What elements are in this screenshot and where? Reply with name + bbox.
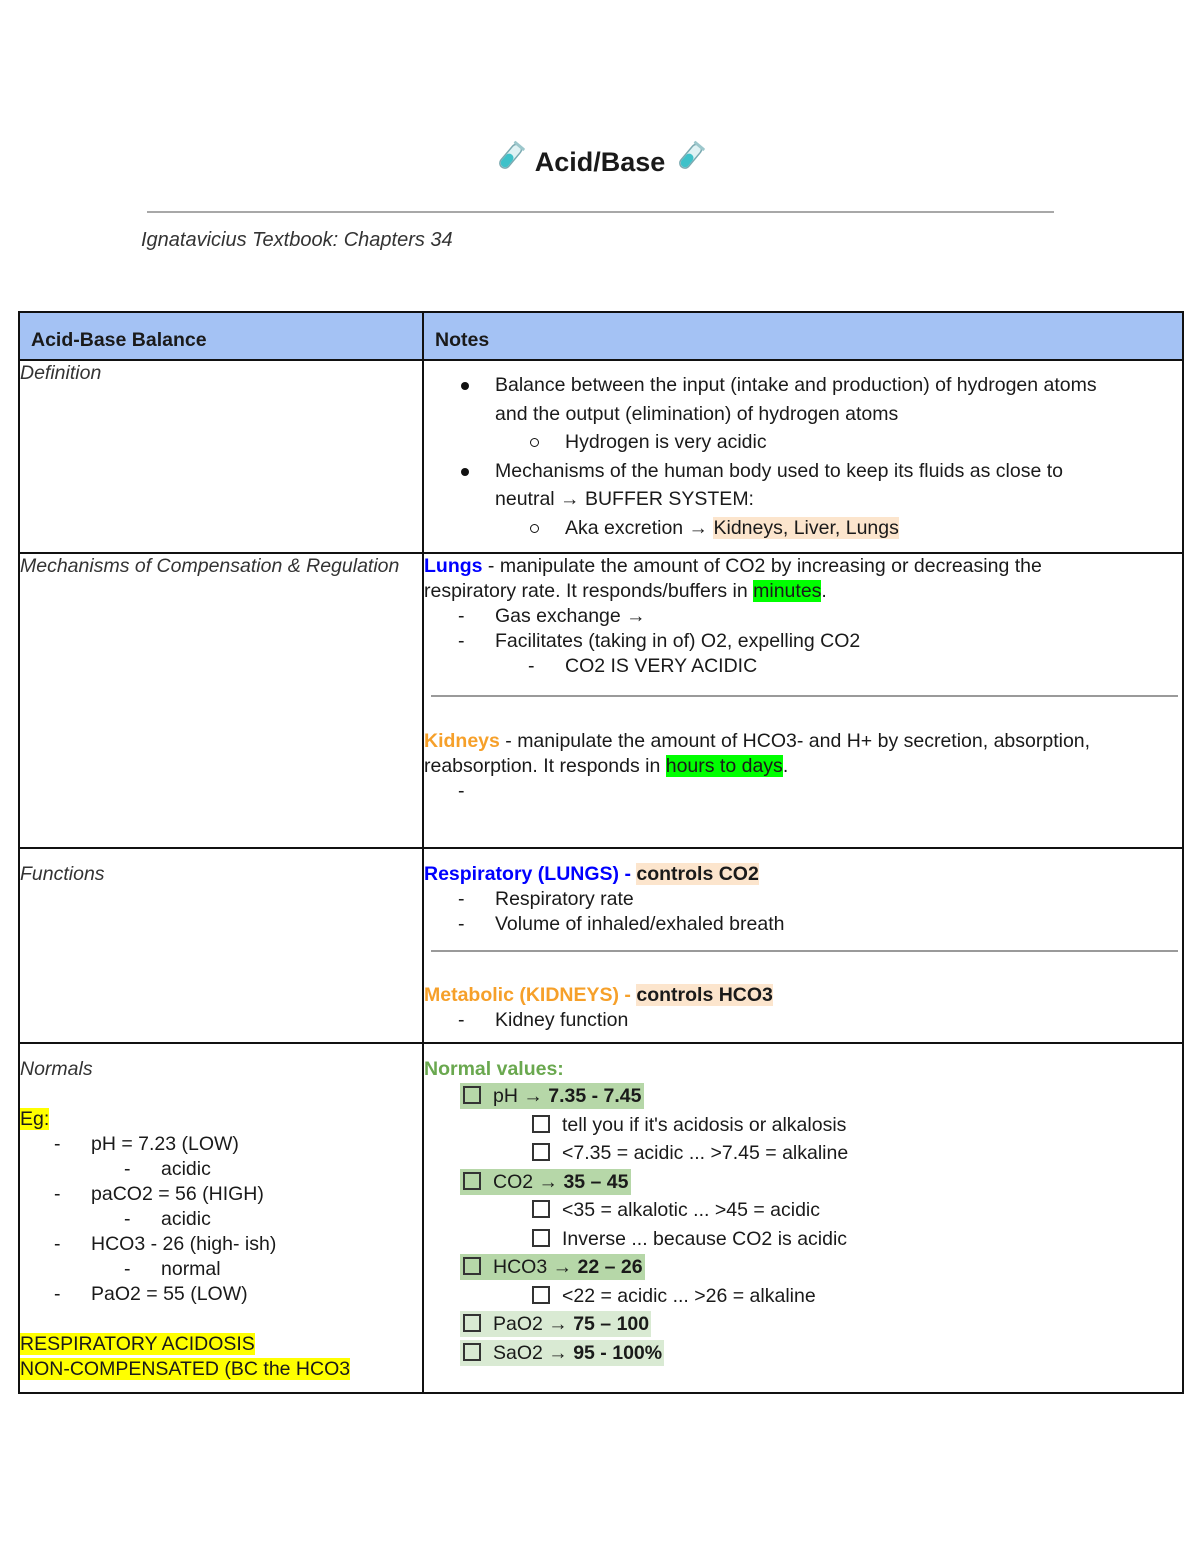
header-cell: Notes [423, 312, 1183, 360]
cell-divider [431, 695, 1178, 697]
sub-list-item: Aka excretion → Kidneys, Liver, Lungs [424, 514, 1182, 543]
header-cell: Acid-Base Balance [19, 312, 423, 360]
checklist-item-co2[interactable]: CO2 → 35 – 45 [424, 1168, 1182, 1197]
sub-list-item: - normal [124, 1258, 221, 1280]
row-notes: Lungs - manipulate the amount of CO2 by increasing or decreasing the respiratory rate. It responds/buffers in minutes. - Gas exchange → - Facilitates (taking in of) O2, expelling CO2 - CO2 IS VERY ACIDIC Kidneys - manipulate the amount of HCO3- and H+ by secretion, absorption, reabsorption. It responds in hours to days. - [423, 553, 1183, 848]
checkbox-icon[interactable] [532, 1286, 550, 1304]
list-item: - Respiratory rate [458, 888, 634, 910]
row-label: Normals [20, 1058, 93, 1080]
checklist-subitem[interactable]: <35 = alkalotic ... >45 = acidic [424, 1196, 1182, 1225]
list-item: - Facilitates (taking in of) O2, expelling CO2 [458, 630, 861, 652]
row-label-cell [19, 1043, 423, 1393]
checkbox-icon[interactable] [463, 1257, 481, 1275]
normal-values-title: Normal values: [424, 1058, 564, 1080]
row-label: Mechanisms of Compensation & Regulation [19, 553, 423, 848]
respiratory-heading: Respiratory (LUNGS) - controls CO2 [424, 863, 759, 885]
cell-divider [431, 950, 1178, 952]
list-item: - pH = 7.23 (LOW) [54, 1133, 239, 1155]
kidneys-paragraph: Kidneys - manipulate the amount of HCO3- and H+ by secretion, absorption, [424, 730, 1091, 752]
row-notes [423, 848, 1183, 1043]
test-tube-icon [673, 140, 707, 187]
sub-list-item: - acidic [124, 1158, 211, 1180]
row-notes [423, 1043, 1183, 1393]
checkbox-icon[interactable] [532, 1115, 550, 1133]
title-divider [147, 211, 1054, 213]
acid-base-table [18, 311, 1184, 1394]
lungs-paragraph-cont: respiratory rate. It responds/buffers in minutes. [424, 580, 827, 602]
title-text: Acid/Base [534, 147, 666, 177]
list-item: - paCO2 = 56 (HIGH) [54, 1183, 264, 1205]
example-block [20, 1107, 422, 1382]
row-label: Functions [19, 848, 423, 1043]
list-item-cont: neutral → BUFFER SYSTEM: [495, 488, 754, 510]
list-item: - HCO3 - 26 (high- ish) [54, 1233, 277, 1255]
checklist-subitem[interactable]: <7.35 = acidic ... >7.45 = alkaline [424, 1139, 1182, 1168]
eg-label: Eg: [20, 1108, 50, 1130]
checklist-subitem[interactable]: tell you if it's acidosis or alkalosis [424, 1111, 1182, 1140]
list-item: Balance between the input (intake and production) of hydrogen atoms [424, 371, 1182, 400]
list-item: Mechanisms of the human body used to keep its fluids as close to [424, 457, 1182, 486]
kidneys-paragraph-cont: reabsorption. It responds in hours to days. [424, 755, 789, 777]
table-row [19, 360, 1183, 553]
table-row [19, 848, 1183, 1043]
table-row [19, 1043, 1183, 1393]
metabolic-heading: Metabolic (KIDNEYS) - controls HCO3 [424, 984, 773, 1006]
checklist-item-hco3[interactable]: HCO3 → 22 – 26 [424, 1253, 1182, 1282]
row-label: Definition [19, 360, 423, 553]
table-header-row [19, 312, 1183, 360]
checklist-item-pao2[interactable]: PaO2 → 75 – 100 [424, 1310, 1182, 1339]
sub-list-item: Hydrogen is very acidic [424, 428, 1182, 457]
page-title [0, 140, 1200, 187]
lungs-paragraph: Lungs - manipulate the amount of CO2 by increasing or decreasing the [424, 555, 1042, 577]
checkbox-icon[interactable] [532, 1200, 550, 1218]
list-item: - Kidney function [458, 1009, 629, 1031]
list-item: - PaO2 = 55 (LOW) [54, 1283, 248, 1305]
checklist-item-ph[interactable]: pH → 7.35 - 7.45 [424, 1082, 1182, 1111]
checklist-subitem[interactable]: Inverse ... because CO2 is acidic [424, 1225, 1182, 1254]
checkbox-icon[interactable] [463, 1086, 481, 1104]
test-tube-icon [493, 140, 527, 187]
checkbox-icon[interactable] [463, 1314, 481, 1332]
row-notes [423, 360, 1183, 553]
list-item-cont: and the output (elimination) of hydrogen atoms [495, 402, 899, 425]
checkbox-icon[interactable] [532, 1143, 550, 1161]
checkbox-icon[interactable] [463, 1172, 481, 1190]
sub-list-item: - acidic [124, 1208, 211, 1230]
checkbox-icon[interactable] [463, 1343, 481, 1361]
subtitle: Ignatavicius Textbook: Chapters 34 [141, 229, 453, 251]
conclusion-line: RESPIRATORY ACIDOSIS [20, 1333, 255, 1355]
table-row [19, 553, 1183, 848]
checklist-subitem[interactable]: <22 = acidic ... >26 = alkaline [424, 1282, 1182, 1311]
sub-list-item: - CO2 IS VERY ACIDIC [528, 655, 758, 677]
checkbox-icon[interactable] [532, 1229, 550, 1247]
list-item: - Gas exchange → [458, 605, 646, 627]
list-item: - Volume of inhaled/exhaled breath [458, 913, 785, 935]
conclusion-line: NON-COMPENSATED (BC the HCO3 [20, 1358, 351, 1380]
checklist-item-sao2[interactable]: SaO2 → 95 - 100% [424, 1339, 1182, 1368]
